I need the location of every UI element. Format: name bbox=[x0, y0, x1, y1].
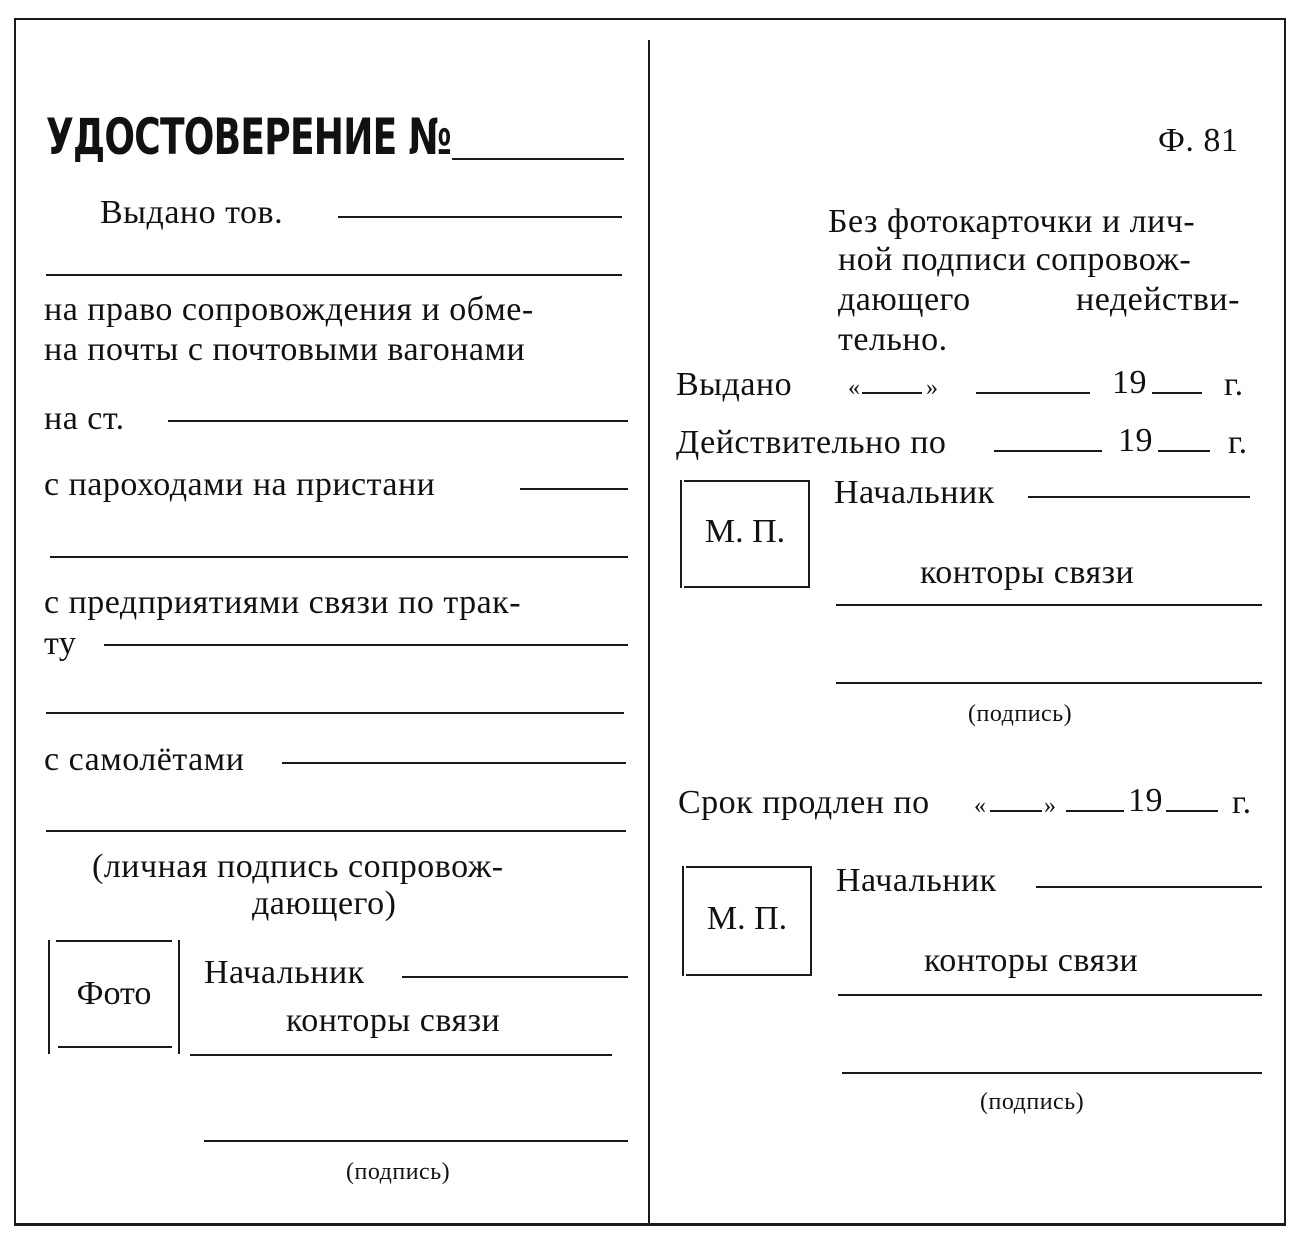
validity-note-1: Без фотокарточки и лич- bbox=[828, 203, 1196, 240]
certificate-title: УДОСТОВЕРЕНИЕ № bbox=[46, 108, 451, 166]
extended-year-field[interactable] bbox=[1166, 810, 1218, 812]
right-office-field-1[interactable] bbox=[836, 604, 1262, 606]
validity-note-3b: недействи- bbox=[1076, 281, 1240, 318]
extended-until-label: Срок продлен по bbox=[678, 784, 930, 821]
right-office-label-2: конторы связи bbox=[924, 942, 1139, 979]
left-signature-caption: (подпись) bbox=[346, 1159, 451, 1185]
validity-note-2: ной подписи сопровож- bbox=[838, 241, 1192, 278]
enterprises-line-1: с предприятиями связи по трак- bbox=[44, 584, 522, 621]
right-signature-field-2[interactable] bbox=[842, 1072, 1262, 1074]
steamers-field-2[interactable] bbox=[50, 556, 628, 558]
validity-note-3a: дающего bbox=[838, 281, 971, 318]
station-field[interactable] bbox=[168, 420, 628, 422]
issued-day-field[interactable] bbox=[862, 392, 922, 394]
station-label: на ст. bbox=[44, 400, 125, 437]
right-signature-field-1[interactable] bbox=[836, 682, 1262, 684]
extended-year-prefix: 19 bbox=[1128, 782, 1163, 819]
valid-until-label: Действительно по bbox=[676, 424, 947, 461]
left-office-field[interactable] bbox=[190, 1054, 612, 1056]
stamp-box-2 bbox=[682, 866, 812, 976]
planes-field[interactable] bbox=[282, 762, 626, 764]
right-chief-label-2: Начальник bbox=[836, 862, 997, 899]
right-chief-label-1: Начальник bbox=[834, 474, 995, 511]
extended-month-field[interactable] bbox=[1066, 810, 1124, 812]
enterprises-line-2: ту bbox=[44, 625, 77, 662]
stamp-label-2: М. П. bbox=[706, 900, 788, 937]
issued-to-field-2[interactable] bbox=[46, 274, 622, 276]
certificate-number-field[interactable] bbox=[452, 158, 624, 160]
issued-to-field[interactable] bbox=[338, 216, 622, 218]
issued-date-label: Выдано bbox=[676, 366, 793, 403]
enterprises-field[interactable] bbox=[104, 644, 628, 646]
purpose-line-2: на почты с почтовыми вагонами bbox=[44, 331, 526, 368]
right-chief-field-1[interactable] bbox=[1028, 496, 1250, 498]
valid-until-month-field[interactable] bbox=[994, 450, 1102, 452]
personal-signature-caption-2: дающего) bbox=[252, 885, 397, 922]
issued-quote-open: « bbox=[848, 375, 861, 401]
validity-note-4: тельно. bbox=[838, 321, 948, 358]
right-office-field-2[interactable] bbox=[838, 994, 1262, 996]
photo-label: Фото bbox=[76, 975, 152, 1012]
personal-signature-caption-1: (личная подпись сопровож- bbox=[92, 848, 504, 885]
right-signature-caption-2: (подпись) bbox=[980, 1089, 1085, 1115]
left-chief-label: Начальник bbox=[204, 954, 365, 991]
valid-until-year-suffix: г. bbox=[1228, 424, 1248, 461]
issued-year-suffix: г. bbox=[1224, 366, 1244, 403]
planes-field-2[interactable] bbox=[46, 830, 626, 832]
right-office-label-1: конторы связи bbox=[920, 554, 1135, 591]
issued-year-prefix: 19 bbox=[1112, 364, 1147, 401]
left-office-label: конторы связи bbox=[286, 1002, 501, 1039]
extended-day-field[interactable] bbox=[990, 810, 1042, 812]
steamers-label: с пароходами на пристани bbox=[44, 466, 436, 503]
purpose-line-1: на право сопровождения и обме- bbox=[44, 291, 534, 328]
steamers-field[interactable] bbox=[520, 488, 628, 490]
photo-box bbox=[48, 940, 180, 1054]
issued-quote-close: » bbox=[926, 375, 939, 401]
extended-quote-close: » bbox=[1044, 793, 1057, 819]
stamp-label-1: М. П. bbox=[704, 513, 786, 550]
planes-label: с самолётами bbox=[44, 741, 245, 778]
extended-year-suffix: г. bbox=[1232, 784, 1252, 821]
extended-quote-open: « bbox=[974, 793, 987, 819]
stamp-box-1 bbox=[680, 480, 810, 588]
enterprises-field-2[interactable] bbox=[46, 712, 624, 714]
issued-year-field[interactable] bbox=[1152, 392, 1202, 394]
right-chief-field-2[interactable] bbox=[1036, 886, 1262, 888]
issued-to-label: Выдано тов. bbox=[100, 194, 284, 231]
valid-until-year-field[interactable] bbox=[1158, 450, 1210, 452]
form-number: Ф. 81 bbox=[1158, 122, 1239, 159]
left-chief-field[interactable] bbox=[402, 976, 628, 978]
center-divider bbox=[648, 40, 650, 1226]
right-signature-caption-1: (подпись) bbox=[968, 701, 1073, 727]
issued-month-field[interactable] bbox=[976, 392, 1090, 394]
valid-until-year-prefix: 19 bbox=[1118, 422, 1153, 459]
left-signature-field[interactable] bbox=[204, 1140, 628, 1142]
